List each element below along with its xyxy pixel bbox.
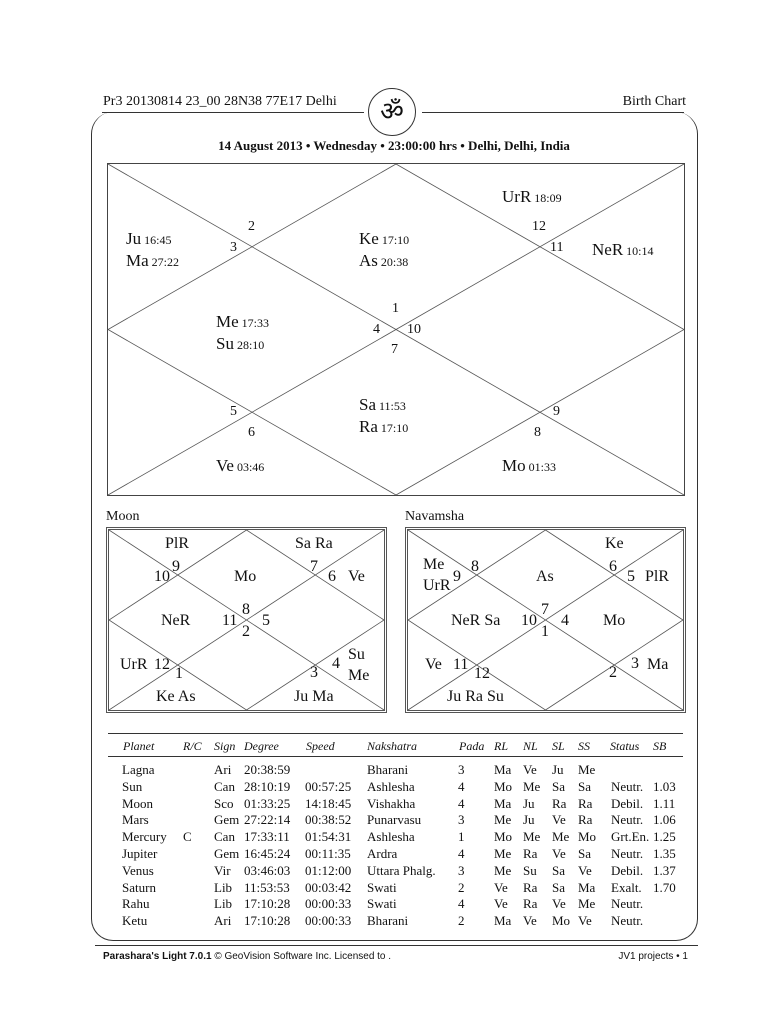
planet-name: As	[359, 251, 378, 270]
navamsha_chart-house-number-5: 11	[453, 656, 469, 673]
table-header-rc: R/C	[183, 739, 202, 753]
navamsha_chart-house-1-planets: As	[536, 568, 554, 585]
table-cell: 00:00:33	[305, 913, 352, 929]
table-cell: Ve	[494, 879, 508, 895]
table-cell: 3	[458, 762, 465, 777]
table-cell: Sa	[552, 879, 565, 895]
moon_chart-house-7-planets: Ju Ma	[294, 688, 334, 705]
main-birth-chart	[107, 163, 685, 496]
table-cell: Swati	[367, 896, 397, 912]
house-number-7: 7	[391, 342, 398, 357]
planet-degree: 10:14	[623, 244, 654, 258]
table-cell: Ve	[552, 846, 566, 861]
table-header-sb: SB	[653, 739, 667, 753]
table-cell: Sa	[578, 778, 591, 794]
table-cell: Can	[214, 778, 235, 794]
moon_chart-house-number-9: 4	[332, 655, 340, 672]
navamsha_chart-house-number-3: 9	[453, 568, 461, 585]
table-cell: Ardra	[367, 846, 398, 861]
planet-degree: 17:10	[378, 233, 410, 247]
table-cell: 03:46:03	[244, 862, 291, 878]
table-header-pada: Pada	[459, 739, 485, 753]
table-cell: Ve	[552, 812, 566, 828]
table-cell: Bharani	[367, 913, 409, 929]
planet-mo	[502, 456, 556, 476]
table-cell: Vishakha	[367, 795, 416, 811]
house-number-1: 1	[392, 301, 399, 316]
table-cell: Debil.	[611, 795, 644, 811]
planet-degree: 11:53	[376, 399, 406, 413]
table-cell: Ashlesha	[367, 829, 415, 845]
table-header-speed: Speed	[306, 739, 335, 753]
navamsha_chart-house-5-planets: Ve	[425, 656, 442, 673]
moon_chart-house-number-3: 10	[154, 568, 170, 585]
moon_chart-house-number-12: 7	[310, 558, 318, 575]
table-cell: Sco	[214, 795, 234, 811]
moon_chart-house-number-2: 9	[172, 558, 180, 575]
planet-as	[359, 251, 408, 271]
table-header-planet: Planet	[123, 739, 155, 753]
table-cell: Ra	[523, 879, 538, 895]
table-cell: Ju	[523, 812, 535, 828]
table-cell: Me	[523, 778, 541, 794]
table-cell: Gem	[214, 846, 240, 861]
navamsha_chart-house-11-planets: PlR	[645, 568, 670, 585]
table-cell: Sun	[122, 778, 143, 794]
moon-chart-title: Moon	[106, 509, 140, 524]
moon_chart-house-number-7: 2	[242, 623, 250, 640]
navamsha_chart-house-number-6: 12	[474, 665, 490, 682]
table-cell: 00:03:42	[305, 879, 352, 895]
navamsha_chart-house-3-planets: UrR	[423, 577, 451, 594]
planet-degree: 28:10	[233, 338, 265, 352]
table-cell: Venus	[122, 862, 154, 878]
house-number-5: 5	[230, 404, 237, 419]
table-cell: Ma	[494, 913, 512, 929]
table-cell: Rahu	[122, 896, 150, 912]
navamsha_chart-house-10-planets: Mo	[603, 612, 626, 629]
house-number-12: 12	[532, 219, 546, 234]
table-header-nl: NL	[523, 739, 538, 753]
table-cell: Gem	[214, 812, 240, 828]
table-cell: 3	[458, 862, 465, 878]
table-cell: Sa	[552, 778, 565, 794]
table-cell: Ve	[552, 896, 566, 912]
table-header-status: Status	[610, 739, 640, 753]
table-cell: 01:54:31	[305, 829, 352, 845]
planet-name: Ma	[126, 251, 149, 270]
table-cell: C	[183, 829, 192, 845]
planet-ma	[126, 251, 179, 271]
moon_chart-house-12-planets: Sa Ra	[295, 535, 333, 552]
table-cell: Neutr.	[611, 896, 644, 912]
table-cell: Me	[494, 812, 512, 828]
table-cell: Neutr.	[611, 812, 644, 828]
table-cell: 1.03	[653, 778, 676, 794]
navamsha_chart-house-number-8: 2	[609, 664, 617, 681]
table-cell: Me	[578, 762, 596, 777]
planet-degree: 27:22	[148, 255, 180, 269]
table-cell: Ve	[494, 896, 508, 912]
moon_chart-house-4-planets: NeR	[161, 612, 191, 629]
table-cell: Neutr.	[611, 913, 644, 929]
table-cell: Ketu	[122, 913, 148, 929]
planet-ju	[126, 229, 171, 249]
table-cell: 1.70	[653, 879, 676, 895]
footer-page: JV1 projects • 1	[618, 951, 688, 962]
table-cell: 1.25	[653, 829, 676, 845]
table-cell: Swati	[367, 879, 397, 895]
table-cell: Me	[523, 829, 541, 845]
table-header-sign: Sign	[214, 739, 236, 753]
table-cell: 01:33:25	[244, 795, 291, 811]
moon_chart-house-9-planets: Su	[348, 646, 365, 663]
table-header-degree: Degree	[244, 739, 279, 753]
navamsha_chart-house-4-planets: NeR Sa	[451, 612, 501, 629]
table-cell: Ra	[552, 795, 567, 811]
table-cell: 1.35	[653, 846, 676, 861]
house-number-8: 8	[534, 425, 541, 440]
planet-name: Ju	[126, 229, 142, 248]
table-cell: Me	[578, 896, 596, 912]
table-cell: Ma	[494, 795, 512, 811]
navamsha_chart-house-number-2: 8	[471, 558, 479, 575]
moon_chart-house-number-6: 1	[175, 665, 183, 682]
table-cell: Ari	[214, 762, 232, 777]
planet-name: NeR	[592, 240, 624, 259]
house-number-4: 4	[373, 322, 380, 337]
table-cell: 14:18:45	[305, 795, 352, 811]
navamsha_chart-house-9-planets: Ma	[647, 656, 669, 673]
table-cell: 1.11	[653, 795, 676, 811]
navamsha_chart-house-number-11: 5	[627, 568, 635, 585]
navamsha-chart-title: Navamsha	[405, 509, 465, 524]
table-cell: 01:12:00	[305, 862, 352, 878]
table-cell: 16:45:24	[244, 846, 291, 861]
planet-ke	[359, 229, 409, 249]
table-cell: 00:11:35	[305, 846, 351, 861]
house-number-3: 3	[230, 240, 237, 255]
moon_chart-house-5-planets: UrR	[120, 656, 148, 673]
moon-chart	[106, 527, 387, 713]
planet-name: Sa	[359, 395, 376, 414]
table-cell: Debil.	[611, 862, 644, 878]
table-cell: Mo	[494, 778, 513, 794]
navamsha_chart-house-6-planets: Ju Ra Su	[447, 688, 504, 705]
table-cell: 2	[458, 879, 465, 895]
table-cell: Neutr.	[611, 778, 644, 794]
navamsha_chart-house-number-4: 10	[521, 612, 537, 629]
moon_chart-house-number-8: 3	[310, 664, 318, 681]
planet-name: Su	[216, 334, 234, 353]
table-cell: Uttara Phalg.	[367, 862, 436, 878]
planet-degree: 20:38	[377, 255, 409, 269]
moon_chart-house-2-planets: PlR	[165, 535, 190, 552]
house-number-9: 9	[553, 404, 560, 419]
table-cell: Ju	[523, 795, 535, 811]
planet-degree: 16:45	[141, 233, 172, 247]
table-cell: Me	[552, 829, 570, 845]
page-title: Birth Chart	[622, 94, 686, 109]
planet-degree: 18:09	[531, 191, 562, 205]
table-cell: 11:53:53	[244, 879, 290, 895]
planet-urr	[502, 187, 562, 207]
birth-details: 14 August 2013 • Wednesday • 23:00:00 hrs • Delhi, Delhi, India	[218, 138, 570, 153]
house-number-2: 2	[248, 219, 255, 234]
table-cell: Ve	[578, 913, 592, 929]
table-cell: 00:57:25	[305, 778, 352, 794]
table-cell: Ra	[523, 896, 538, 912]
moon_chart-house-number-1: 8	[242, 601, 250, 618]
table-cell: 20:38:59	[244, 762, 291, 777]
table-cell: 00:38:52	[305, 812, 352, 828]
house-number-11: 11	[550, 240, 564, 255]
table-cell: Ra	[523, 846, 538, 861]
table-cell: Bharani	[367, 762, 409, 777]
table-cell: 1	[458, 829, 465, 845]
planet-ve	[216, 456, 264, 476]
planet-degree: 03:46	[233, 460, 265, 474]
planet-name: Mo	[502, 456, 526, 475]
table-cell: 4	[458, 846, 465, 861]
planet-name: Ra	[359, 417, 378, 436]
planet-degree: 01:33	[525, 460, 556, 474]
house-number-6: 6	[248, 425, 255, 440]
table-cell: Grt.En.	[611, 829, 650, 845]
table-cell: 1.06	[653, 812, 676, 828]
planet-name: Ve	[216, 456, 234, 475]
moon_chart-house-9-planets: Me	[348, 667, 370, 684]
table-cell: Su	[523, 862, 537, 878]
table-cell: Sa	[552, 862, 565, 878]
navamsha_chart-house-number-12: 6	[609, 558, 617, 575]
table-cell: Me	[494, 846, 512, 861]
table-cell: Lib	[214, 896, 233, 912]
planet-me	[216, 312, 269, 332]
table-cell: 27:22:14	[244, 812, 291, 828]
table-cell: 1.37	[653, 862, 676, 878]
table-cell: Ve	[578, 862, 592, 878]
table-cell: Ve	[523, 913, 537, 929]
table-cell: Neutr.	[611, 846, 644, 861]
table-header-rl: RL	[494, 739, 509, 753]
table-cell: Mercury	[122, 829, 167, 845]
table-header-sl: SL	[552, 739, 565, 753]
table-cell: 17:10:28	[244, 896, 291, 912]
table-cell: Lagna	[122, 762, 155, 777]
table-cell: Punarvasu	[367, 812, 422, 828]
table-cell: 3	[458, 812, 465, 828]
moon_chart-house-number-10: 5	[262, 612, 270, 629]
planet-sa	[359, 395, 406, 415]
table-cell: Sa	[578, 846, 591, 861]
table-cell: Mo	[494, 829, 513, 845]
main-chart-lines	[108, 164, 684, 495]
table-cell: Mars	[122, 812, 149, 828]
planet-name: Ke	[359, 229, 379, 248]
table-cell: Moon	[122, 795, 154, 811]
moon_chart-house-11-planets: Ve	[348, 568, 365, 585]
table-cell: 00:00:33	[305, 896, 352, 912]
table-cell: 4	[458, 778, 465, 794]
table-cell: Ra	[578, 795, 593, 811]
table-cell: Ma	[494, 762, 512, 777]
moon_chart-house-number-11: 6	[328, 568, 336, 585]
moon_chart-house-number-4: 11	[222, 612, 238, 629]
planet-degree: 17:33	[238, 316, 270, 330]
navamsha_chart-house-number-1: 7	[541, 601, 549, 618]
planet-name: UrR	[502, 187, 532, 206]
navamsha_chart-house-3-planets: Me	[423, 556, 445, 573]
table-cell: Ve	[523, 762, 537, 777]
table-cell: 4	[458, 896, 465, 912]
chart-id: Pr3 20130814 23_00 28N38 77E17 Delhi	[103, 94, 337, 109]
table-cell: Exalt.	[611, 879, 642, 895]
planet-degree: 17:10	[377, 421, 409, 435]
navamsha_chart-house-number-10: 4	[561, 612, 569, 629]
table-cell: 28:10:19	[244, 778, 291, 794]
navamsha_chart-house-number-9: 3	[631, 655, 639, 672]
table-cell: Mo	[552, 913, 571, 929]
table-cell: Saturn	[122, 879, 156, 895]
table-cell: Ju	[552, 762, 564, 777]
om-icon: ॐ	[368, 88, 416, 136]
footer-copyright: Parashara's Light 7.0.1 © GeoVision Software Inc. Licensed to .	[103, 951, 392, 962]
table-cell: Mo	[578, 829, 597, 845]
table-cell: Ra	[578, 812, 593, 828]
house-number-10: 10	[407, 322, 421, 337]
table-cell: 17:33:11	[244, 829, 290, 845]
table-cell: 4	[458, 795, 465, 811]
planet-su	[216, 334, 264, 354]
table-cell: Ari	[214, 913, 232, 929]
navamsha_chart-house-12-planets: Ke	[605, 535, 624, 552]
table-cell: Can	[214, 829, 235, 845]
table-cell: Ma	[578, 879, 596, 895]
table-header-nakshatra: Nakshatra	[367, 739, 418, 753]
table-cell: Vir	[214, 862, 231, 878]
moon_chart-house-6-planets: Ke As	[156, 688, 196, 705]
table-cell: 2	[458, 913, 465, 929]
table-cell: Me	[494, 862, 512, 878]
planet-ner	[592, 240, 654, 260]
table-cell: Ashlesha	[367, 778, 415, 794]
planet-name: Me	[216, 312, 239, 331]
table-header-ss: SS	[578, 739, 590, 753]
moon_chart-house-1-planets: Mo	[234, 568, 257, 585]
table-cell: Lib	[214, 879, 233, 895]
moon_chart-house-number-5: 12	[154, 656, 170, 673]
table-cell: 17:10:28	[244, 913, 291, 929]
table-cell: Jupiter	[122, 846, 158, 861]
navamsha_chart-house-number-7: 1	[541, 623, 549, 640]
planet-ra	[359, 417, 408, 437]
navamsha-chart	[405, 527, 686, 713]
